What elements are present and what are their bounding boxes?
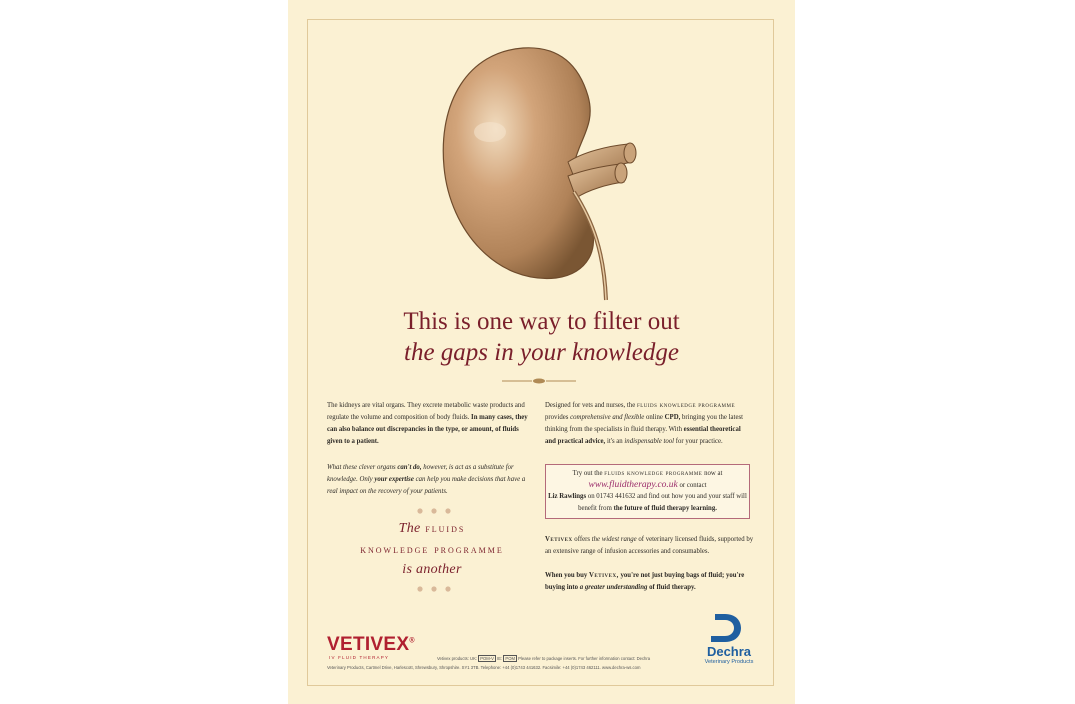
cpd-paragraph [545, 400, 753, 448]
expertise-text-d: your expertise [374, 476, 414, 483]
expertise-text-e: can help you make decisions that have a real impact on the recovery of your patients. [327, 476, 526, 495]
cta-contact-name: Liz Rawlings [548, 493, 587, 500]
pom-v-badge: POM-V [480, 656, 494, 661]
vetivex-logo [327, 634, 415, 656]
expertise-paragraph [327, 462, 532, 498]
dechra-brand [698, 645, 760, 666]
programme-tagline [327, 518, 537, 581]
advert-page [288, 0, 795, 704]
dechra-d-logo-icon [709, 612, 743, 644]
expertise-text-a: What these clever organs [327, 464, 396, 471]
footer-legal [327, 655, 687, 672]
understanding-text-c: a greater understanding [579, 584, 648, 591]
cpd-text-j: for your practice. [675, 438, 723, 445]
vetivex-reg-mark: ® [409, 637, 415, 645]
cta-or-contact: or contact [679, 481, 707, 489]
headline-line-1: This is one way to filter out [403, 308, 680, 335]
cta-now-at: now at [704, 470, 723, 477]
kidney-text-a: The kidneys are vital organs. They excrete metabolic waste products and regulate the volume and composition of body fluids. [327, 402, 525, 421]
tagline-line-2: knowledge programme [360, 543, 504, 556]
understanding-text-b: you're not just buying bags of fluid; you're buying into [545, 572, 745, 591]
range-brand: Vetivex [545, 536, 573, 543]
understanding-brand: Vetivex, [589, 572, 619, 579]
cpd-text-g: essential theoretical and practical advice, [545, 426, 741, 445]
expertise-text-b: can't do, [397, 464, 422, 471]
cpd-text-i: indispensable tool [624, 438, 675, 445]
vetivex-logo-text: VETIVEX [327, 634, 410, 655]
kidney-illustration-icon [428, 42, 658, 304]
dot-ornament-top-icon [416, 507, 452, 515]
headline [288, 306, 795, 368]
understanding-text-d: of fluid therapy. [649, 584, 696, 591]
footer-address: Veterinary Products, Cartmel Drive, Harlescott, Shrewsbury, Shropshire. SY1 3TB. Telephone: +44 (0)1743 441632. Facsimile: +44 (0)1743 462111. www.dechra-ws.com [327, 664, 641, 670]
dot-ornament-bottom-icon [416, 585, 452, 593]
expertise-text-c: however, is act as a substitute for knowledge. Only [327, 464, 514, 483]
dechra-subtitle: Veterinary Products [704, 659, 754, 665]
vetivex-subtitle: IV FLUID THERAPY [329, 655, 390, 660]
tagline-the: The [398, 521, 421, 536]
pom-badge: POM [505, 656, 515, 661]
body-right-lower [545, 534, 755, 602]
cpd-text-e: CPD, [664, 414, 681, 421]
tagline-fluids: fluids [425, 523, 466, 535]
fluidtherapy-link[interactable]: www.fluidtherapy.co.uk [588, 479, 678, 490]
ornamental-divider-icon [502, 377, 576, 385]
cpd-text-a: Designed for vets and nurses, the [545, 402, 636, 409]
range-text-b: the widest range [591, 536, 637, 543]
cta-try: Try out the [572, 470, 603, 477]
range-paragraph [545, 534, 755, 558]
understanding-paragraph [545, 570, 755, 594]
understanding-text-a: When you buy [545, 572, 588, 579]
footer-text-a: Vetivex products: UK: [437, 656, 478, 661]
cpd-text-b: provides [545, 414, 569, 421]
tagline-line-3: is another [402, 562, 462, 577]
range-text-c: of veterinary licensed fluids, supported by an extensive range of infusion accessories and consumables. [545, 536, 754, 555]
range-text-a: offers [574, 536, 591, 543]
footer-text-c: Please refer to package inserts. For further information contact: Dechra [518, 656, 651, 661]
body-left-column [327, 400, 532, 506]
kidney-text-b: In many cases, they can also balance out discrepancies in the type, or amount, of fluids given to a patient. [327, 414, 528, 445]
call-to-action-box [545, 464, 750, 519]
cta-contact-phone: on 01743 441632 and find out how you and your staff will benefit from [578, 493, 747, 512]
body-right-column [545, 400, 753, 456]
cta-programme: fluids knowledge programme [604, 470, 703, 477]
cpd-text-d: online [645, 414, 663, 421]
cpd-text-f: bringing you the latest thinking from the specialists in fluid therapy. With [545, 414, 743, 433]
kidney-paragraph [327, 400, 532, 448]
headline-line-2: the gaps in your knowledge [404, 339, 679, 366]
dechra-name: Dechra [706, 644, 752, 659]
footer-text-b: IE: [497, 656, 503, 661]
cpd-programme-name: fluids knowledge programme [636, 402, 736, 409]
cpd-text-h: it's an [606, 438, 623, 445]
cpd-text-c: comprehensive and flexible [570, 414, 645, 421]
cta-contact-benefit: the future of fluid therapy learning. [613, 504, 717, 512]
